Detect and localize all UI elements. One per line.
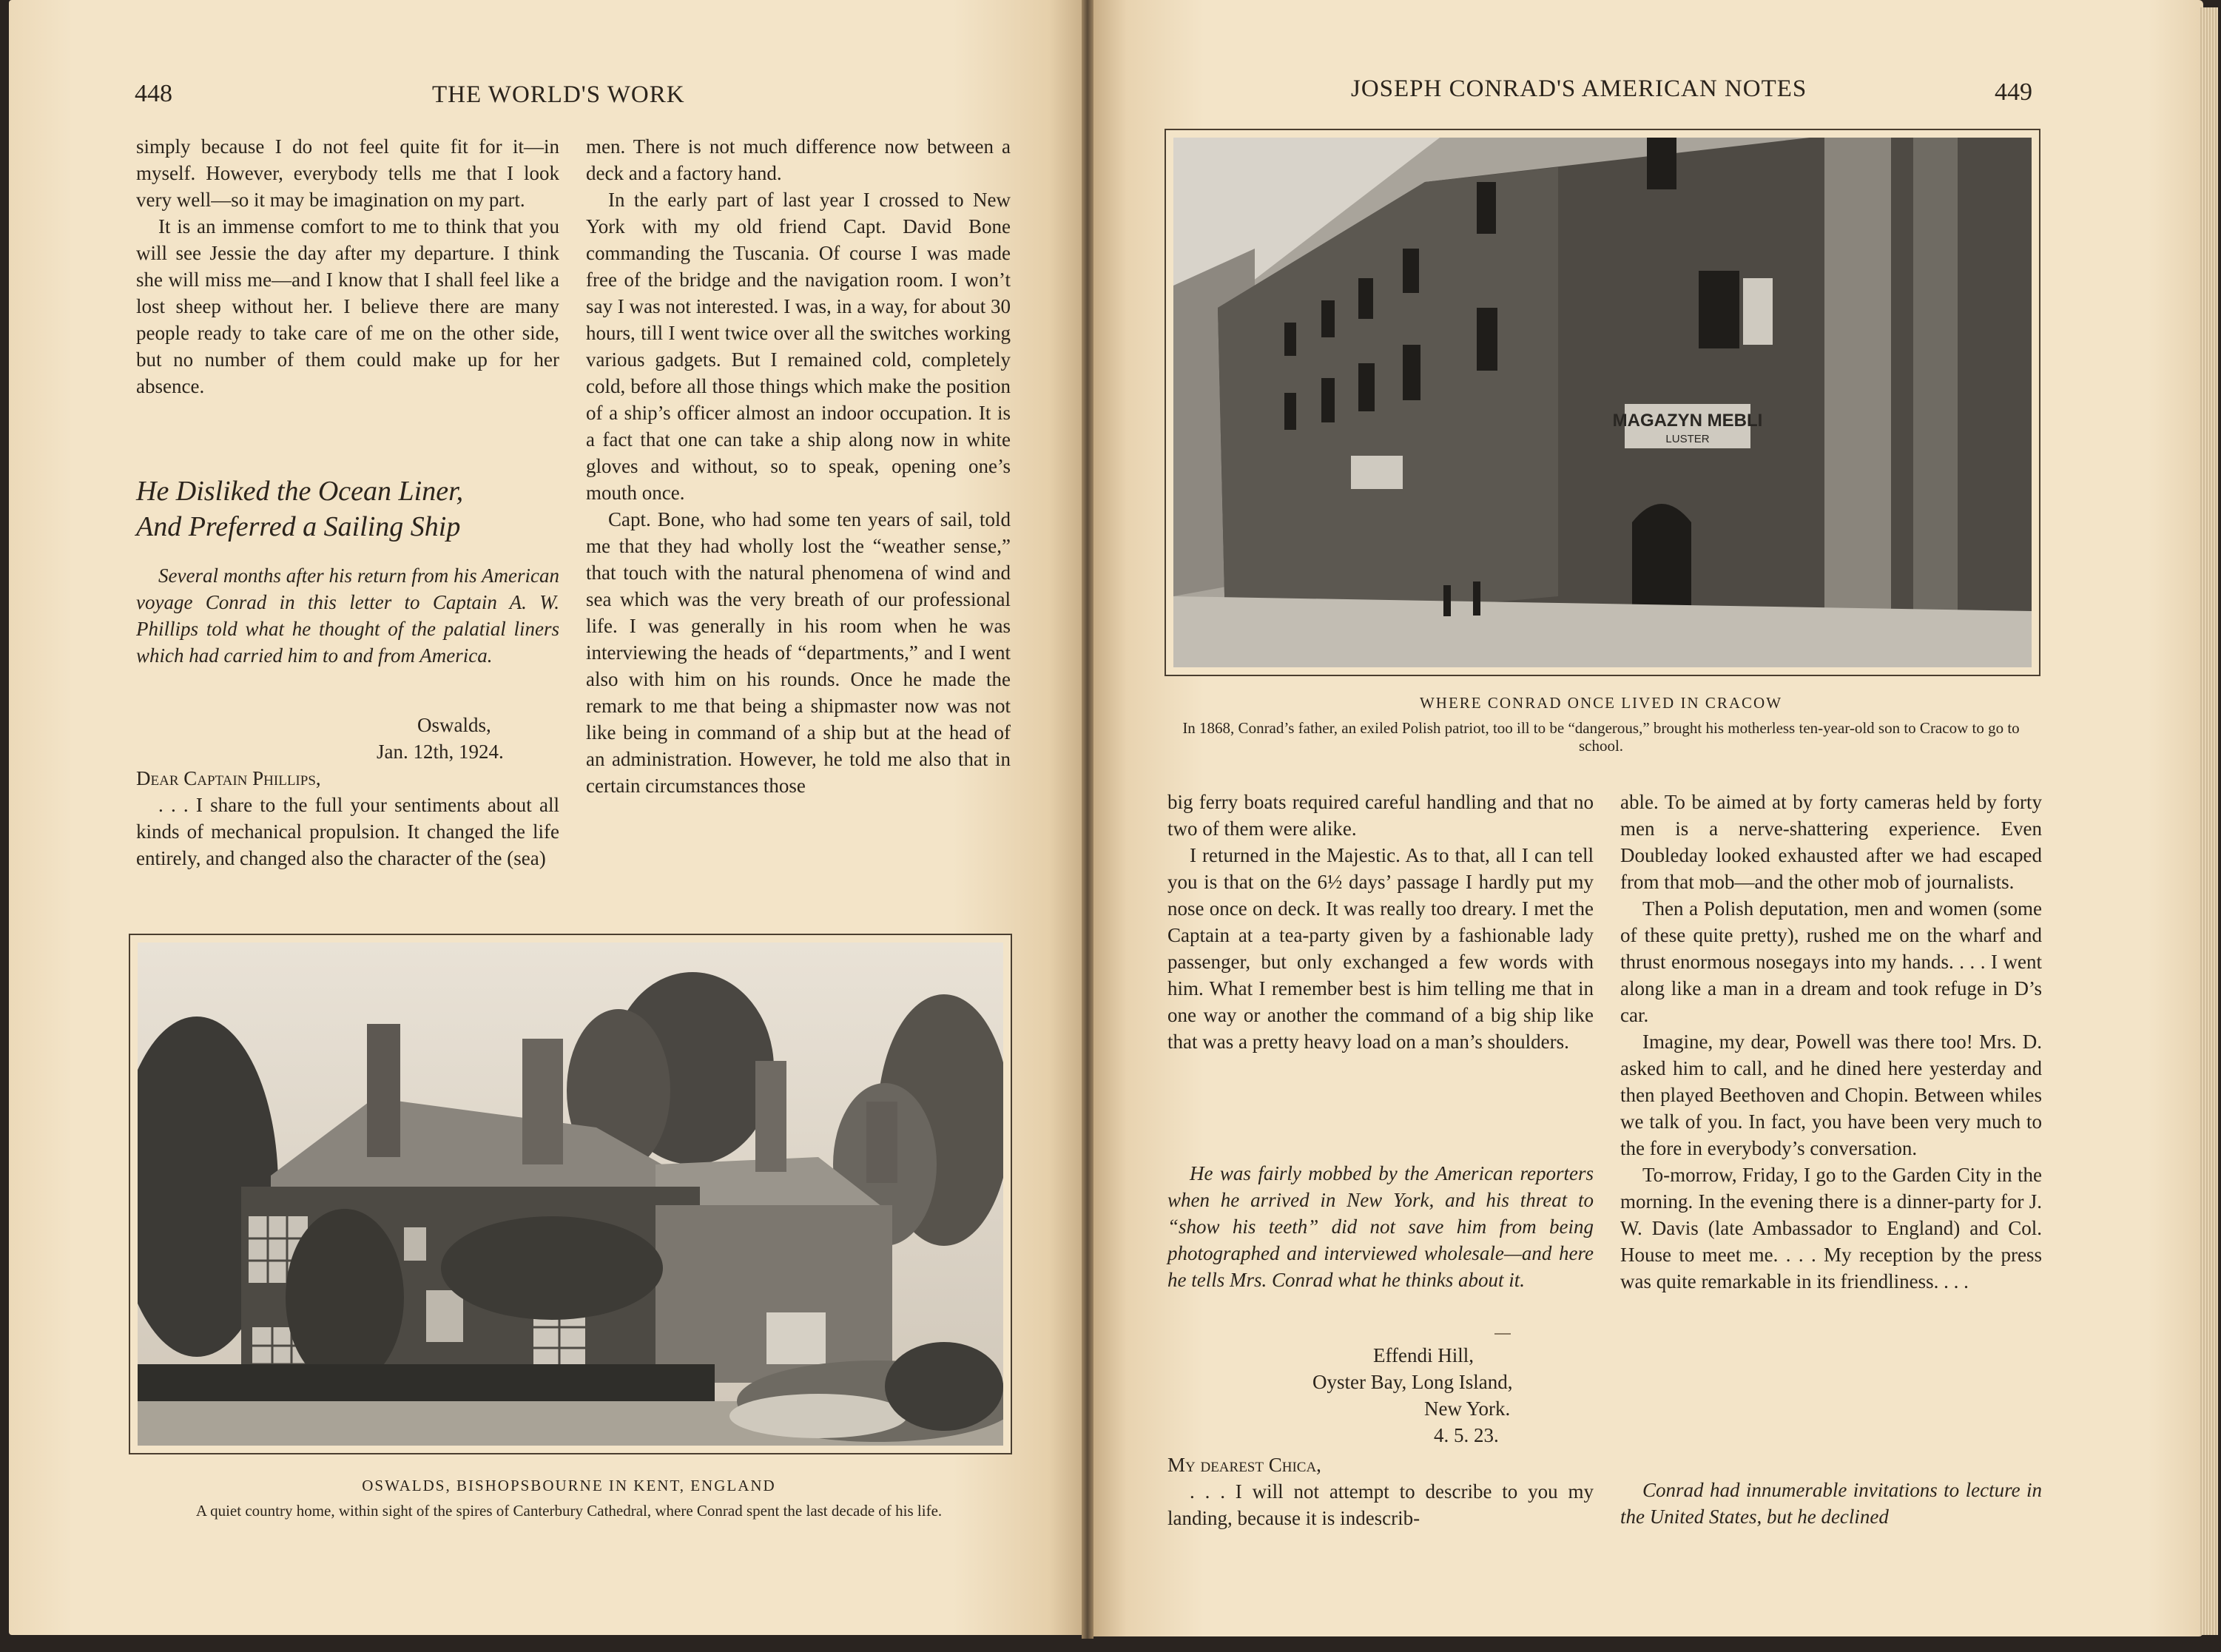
right-column-1: [1167, 789, 1594, 1055]
right-letter: [1167, 1342, 1594, 1531]
letter-place: New York.: [1424, 1398, 1511, 1420]
left-page-number: 448: [135, 80, 172, 107]
paragraph: Capt. Bone, who had some ten years of sail, told me that they had wholly lost the “weather sense,” that touch with the natural phenomena of wind and sea which was the very breath of our professional life. I was generally in his room when he was interviewing the heads of “departments,” and I went also with him on his rounds. Once he made the remark to me that being a shipmaster now was not like being in command of a ship but at the head of an administration. However, he told me also that in certain circumstances those: [586, 508, 1011, 797]
right-closing-italic: [1620, 1477, 2042, 1530]
paragraph: Then a Polish deputation, men and women (some of these quite pretty), rushed me on the wharf and thrust enormous nosegays into my hands. . . . I went along like a man in a dream and took refuge in D’s car.: [1620, 897, 2042, 1026]
paragraph: Imagine, my dear, Powell was there too! Mrs. D. asked him to call, and he dined here yesterday and then played Beethoven and Chopin. Between whiles we talk of you. In fact, you have been very much to the fore in everybody’s conversation.: [1620, 1031, 2042, 1159]
paragraph: big ferry boats required careful handling and that no two of them were alike.: [1167, 791, 1594, 840]
paragraph: I returned in the Majestic. As to that, all I can tell you is that on the 6½ days’ passage I hardly put my nose once on deck. It was really too dreary. I met the Captain at a tea-party given by a fashionable lady passenger, but only exchanged a few words with him. What I remember best is him telling me that in one way or another the command of a big ship like that was a pretty heavy load on a man’s shoulders.: [1167, 844, 1594, 1053]
subhead-line-1: He Disliked the Ocean Liner,: [136, 476, 464, 507]
subhead-line-2: And Preferred a Sailing Ship: [136, 511, 461, 542]
closing-text: Conrad had innumerable invitations to lecture in the United States, but he declined: [1620, 1479, 2042, 1528]
book-gutter: [1082, 0, 1093, 1639]
letter-place: Oswalds,: [417, 714, 491, 736]
paragraph: In the early part of last year I crossed to New York with my old friend Capt. David Bone commanding the Tuscania. Of course I was made free of the bridge and the navigation room. I won’t say I was not interested. I was, in a way, for about 30 hours, till I went twice over all the switches working various gadgets. But I remained cold, completely cold, before all those things which make the position of a ship’s officer almost an indoor occupation. It is a fact that one can take a ship along now in white gloves and without, so to speak, opening one’s mouth once.: [586, 189, 1011, 504]
house-photo-image: [138, 943, 1003, 1446]
page-edges: [2199, 7, 2218, 1635]
letter-date: 4. 5. 23.: [1434, 1424, 1499, 1446]
left-column-2: [586, 133, 1011, 799]
right-column-2: [1620, 789, 2042, 1295]
separator-dash: [1494, 1333, 1511, 1335]
left-running-head: THE WORLD'S WORK: [432, 81, 685, 108]
sign-sub: LUSTER: [1665, 433, 1710, 445]
left-letter: [136, 712, 559, 871]
intro-text: Several months after his return from his American voyage Conrad in this letter to Captain A. W. Phillips told what he thought of the palatial liners which had carried him to and from America.: [136, 564, 559, 667]
cracow-caption-text: In 1868, Conrad’s father, an exiled Polish patriot, too ill to be “dangerous,” brought his motherless ten-year-old son to Cracow to go to school.: [1182, 719, 2020, 755]
paragraph: It is an immense comfort to me to think that you will see Jessie the day after my departure. I think she will miss me—and I know that I shall feel like a lost sheep without her. I believe there are many people ready to take care of me on the other side, but no number of them could make up for her absence.: [136, 215, 559, 397]
right-intro-italic: [1167, 1160, 1594, 1293]
oswalds-caption-title: OSWALDS, BISHOPSBOURNE IN KENT, ENGLAND: [362, 1477, 776, 1494]
cracow-building-image: [1173, 138, 2032, 667]
oswalds-photo: [129, 934, 1012, 1454]
letter-salutation: My dearest Chica,: [1167, 1454, 1321, 1476]
cracow-caption-title: WHERE CONRAD ONCE LIVED IN CRACOW: [1419, 694, 1783, 712]
left-column-1: [136, 133, 559, 399]
letter-salutation: Dear Captain Phillips,: [136, 767, 321, 789]
cracow-photo: [1165, 129, 2040, 676]
intro-text: He was fairly mobbed by the American reporters when he arrived in New York, and his threat to “show his teeth” did not save him from being photographed and interviewed wholesale—and here he tells Mrs. Conrad what he thinks about it.: [1167, 1162, 1594, 1291]
left-intro-italic: [136, 562, 559, 669]
section-subhead: [136, 473, 559, 545]
letter-date: Jan. 12th, 1924.: [377, 741, 504, 763]
sign-text: MAGAZYN MEBLI: [1612, 411, 1763, 431]
paragraph: able. To be aimed at by forty cameras held by forty men is a nerve-shattering experience. Even Doubleday looked exhausted after we had escaped from that mob—and the other mob of journalists.: [1620, 791, 2042, 893]
paragraph: simply because I do not feel quite fit for it—in myself. However, everybody tells me that I look very well—so it may be imagination on my part.: [136, 135, 559, 211]
paragraph: To-morrow, Friday, I go to the Garden City in the morning. In the evening there is a dinner-party for J. W. Davis (late Ambassador to England) and Col. House to meet me. . . . My reception by the press was quite remarkable in its friendliness. . . .: [1620, 1164, 2042, 1292]
letter-body: . . . I will not attempt to describe to you my landing, because it is indescrib-: [1167, 1480, 1594, 1529]
right-page-number: 449: [1995, 78, 2032, 106]
letter-place: Oyster Bay, Long Island,: [1312, 1371, 1513, 1393]
right-running-head: JOSEPH CONRAD'S AMERICAN NOTES: [1351, 75, 1807, 102]
letter-place: Effendi Hill,: [1373, 1344, 1474, 1366]
paragraph: men. There is not much difference now between a deck and a factory hand.: [586, 135, 1011, 184]
letter-body: . . . I share to the full your sentiments about all kinds of mechanical propulsion. It changed the life entirely, and changed also the character of the (sea): [136, 794, 559, 869]
oswalds-caption-text: A quiet country home, within sight of the spires of Canterbury Cathedral, where Conrad spent the last decade of his life.: [195, 1502, 943, 1520]
